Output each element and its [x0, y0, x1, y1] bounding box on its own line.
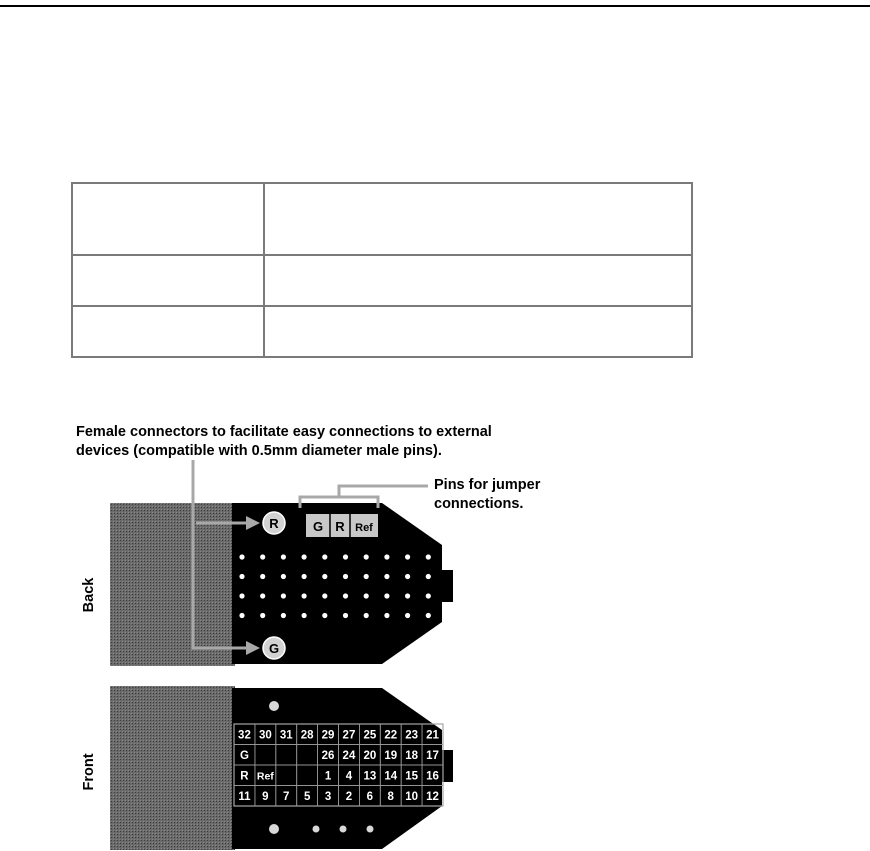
- pin-number-label: 10: [405, 791, 419, 803]
- pin-number-label: 29: [321, 729, 335, 742]
- back-pin-dot: [426, 554, 431, 559]
- jumper-callout-line2: connections.: [434, 496, 524, 512]
- back-pin-dot: [364, 574, 369, 579]
- front-pin-grid: [234, 724, 443, 806]
- back-pin-dot: [343, 593, 348, 598]
- pin-number-label: 13: [363, 770, 377, 783]
- front-body: [232, 688, 442, 849]
- front-small-hole: [367, 826, 374, 833]
- back-handle: [110, 503, 235, 666]
- back-pin-dot: [281, 574, 286, 579]
- back-pin-dot: [405, 593, 410, 598]
- pin-number-label: 25: [363, 729, 377, 742]
- back-pin-dot: [260, 574, 265, 579]
- front-bottom-hole: [269, 824, 279, 834]
- pin-number-label: 20: [363, 750, 377, 762]
- back-pin-dot: [343, 613, 348, 618]
- front-view: [110, 686, 453, 850]
- back-pin-dot: [405, 613, 410, 618]
- front-top-hole: [269, 701, 279, 711]
- pin-number-label: 6: [366, 791, 374, 803]
- back-pin-dot: [384, 613, 389, 618]
- pin-number-label: 16: [426, 770, 439, 783]
- back-pin-dot: [426, 574, 431, 579]
- jumper-pin-g: G: [312, 519, 324, 534]
- back-tab: [440, 570, 453, 602]
- pin-number-label: 32: [238, 729, 251, 742]
- g-connector-label: G: [268, 641, 280, 656]
- back-pin-dot: [239, 613, 244, 618]
- r-connector-label: R: [269, 516, 279, 531]
- female-callout-line2: devices (compatible with 0.5mm diameter male pins).: [76, 443, 442, 459]
- pin-number-label: 8: [387, 791, 394, 803]
- back-pin-dot: [405, 574, 410, 579]
- back-pin-dot: [281, 593, 286, 598]
- pin-number-label: 2: [345, 791, 353, 803]
- pin-number-label: 21: [426, 729, 439, 742]
- back-pin-dot: [322, 554, 327, 559]
- pin-number-label: 15: [405, 770, 419, 783]
- pin-number-label: 26: [321, 750, 335, 762]
- jumper-callout-line1: Pins for jumper: [434, 477, 541, 493]
- back-pin-dot: [384, 574, 389, 579]
- back-pin-dot: [343, 554, 348, 559]
- back-pin-dot: [302, 593, 307, 598]
- jumper-pin-ref: Ref: [355, 522, 373, 534]
- back-pin-dot: [384, 554, 389, 559]
- front-small-hole: [340, 826, 347, 833]
- back-pin-dot: [239, 574, 244, 579]
- pin-number-label: Ref: [256, 770, 274, 783]
- jumper-leader: [339, 486, 428, 497]
- front-handle: [110, 686, 235, 850]
- back-pin-dot: [239, 554, 244, 559]
- back-pin-dot: [322, 593, 327, 598]
- back-pin-dot: [364, 554, 369, 559]
- back-pin-dot: [281, 613, 286, 618]
- pin-number-label: 12: [426, 791, 439, 803]
- back-pin-dot: [302, 574, 307, 579]
- front-small-hole: [313, 826, 320, 833]
- pin-number-label: 7: [283, 791, 290, 803]
- back-pin-dot: [302, 613, 307, 618]
- back-label: Back: [81, 577, 97, 613]
- back-pin-dot: [302, 554, 307, 559]
- pin-number-label: G: [239, 750, 249, 762]
- back-pin-dot: [343, 574, 348, 579]
- pin-number-label: 31: [279, 729, 293, 742]
- back-pin-dot: [260, 554, 265, 559]
- back-pin-dot: [322, 574, 327, 579]
- pin-number-label: 18: [405, 750, 419, 762]
- pin-number-label: 14: [384, 770, 398, 783]
- back-view: [110, 503, 453, 666]
- back-pin-dot: [260, 613, 265, 618]
- pin-number-label: 24: [342, 750, 356, 762]
- back-pin-dot: [322, 613, 327, 618]
- pin-number-label: 30: [258, 729, 272, 742]
- pin-number-label: 19: [384, 750, 398, 762]
- back-pin-dot: [364, 613, 369, 618]
- back-pin-dot: [426, 593, 431, 598]
- pin-number-label: R: [240, 770, 249, 783]
- back-pin-dot: [364, 593, 369, 598]
- female-callout-line1: Female connectors to facilitate easy connections to external: [76, 424, 492, 440]
- back-pin-dot: [405, 554, 410, 559]
- pin-number-label: 3: [324, 791, 332, 803]
- pin-number-label: 27: [342, 729, 356, 742]
- back-pin-dot: [384, 593, 389, 598]
- back-pin-dot: [426, 613, 431, 618]
- front-label: Front: [81, 753, 97, 791]
- pin-number-label: 4: [345, 770, 353, 783]
- back-pin-dot: [239, 593, 244, 598]
- back-pin-dot: [260, 593, 265, 598]
- pin-number-label: 1: [324, 770, 332, 783]
- pin-number-label: 11: [238, 791, 251, 803]
- pin-number-label: 28: [300, 729, 314, 742]
- jumper-pin-r: R: [335, 519, 345, 534]
- pin-number-label: 17: [426, 750, 439, 762]
- pin-number-label: 9: [262, 791, 269, 803]
- pin-number-label: 5: [303, 791, 311, 803]
- pin-number-label: 23: [405, 729, 419, 742]
- pin-number-label: 22: [384, 729, 398, 742]
- back-pin-dot: [281, 554, 286, 559]
- front-tab: [440, 750, 453, 782]
